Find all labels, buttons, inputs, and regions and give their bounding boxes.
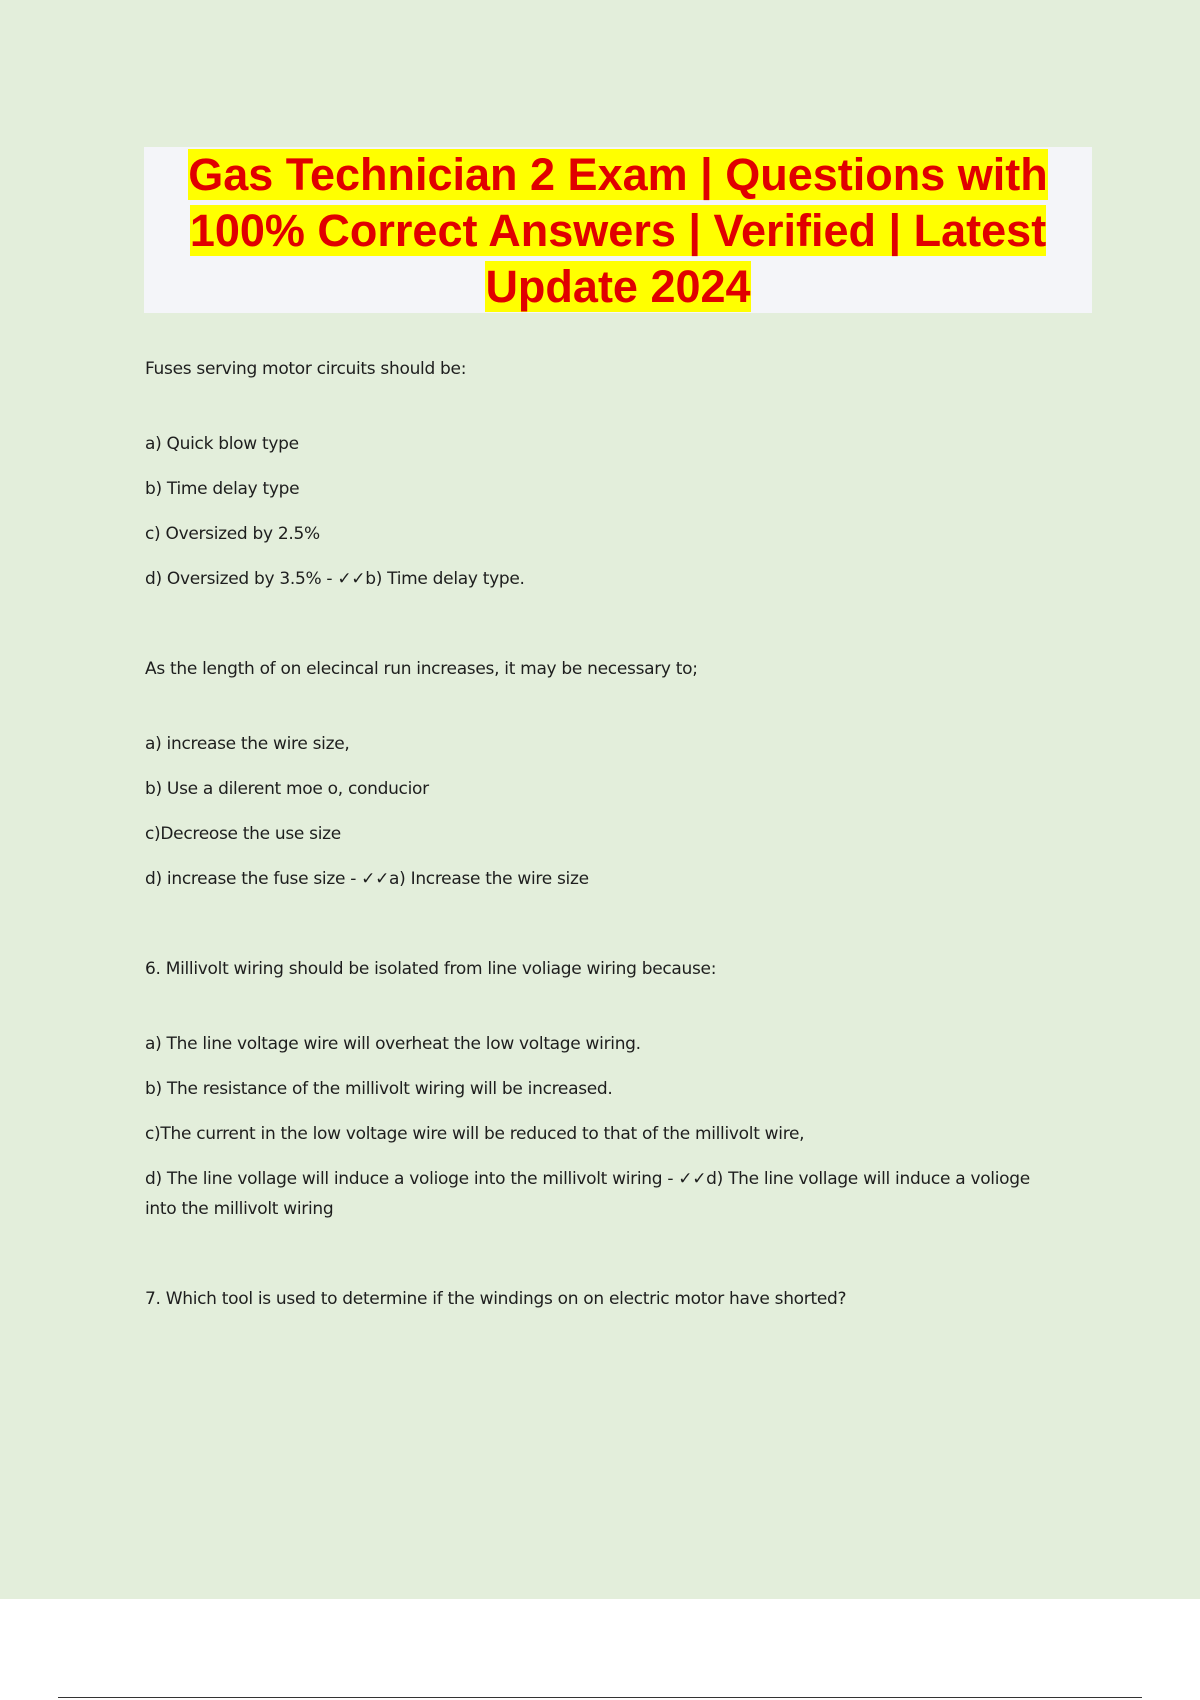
answer-option: c)Decreose the use size bbox=[145, 824, 341, 844]
question-block bbox=[145, 1284, 1065, 1314]
answer-option: b) The resistance of the millivolt wiring will be increased. bbox=[145, 1079, 613, 1099]
document-title bbox=[144, 147, 1092, 315]
answer-options bbox=[145, 1029, 1065, 1224]
answer-option: c)The current in the low voltage wire will be reduced to that of the millivolt wire, bbox=[145, 1124, 805, 1144]
answer-option-with-key: d) Oversized by 3.5% - ✓✓b) Time delay type. bbox=[145, 569, 525, 589]
footer-divider bbox=[58, 1697, 1142, 1698]
document-body bbox=[145, 354, 1065, 1314]
answer-option: a) Quick blow type bbox=[145, 434, 299, 454]
answer-options bbox=[145, 729, 1065, 894]
title-highlight: Gas Technician 2 Exam | Questions with 100% Correct Answers | Verified | Latest Update 2024 bbox=[188, 149, 1048, 312]
question-block bbox=[145, 354, 1065, 594]
answer-option: c) Oversized by 2.5% bbox=[145, 524, 320, 544]
answer-option: b) Time delay type bbox=[145, 479, 300, 499]
question-block bbox=[145, 654, 1065, 894]
answer-options bbox=[145, 429, 1065, 594]
answer-option: b) Use a dilerent moe o, conducior bbox=[145, 779, 429, 799]
question-text: As the length of on elecincal run increases, it may be necessary to; bbox=[145, 659, 698, 679]
question-text: 6. Millivolt wiring should be isolated from line voliage wiring because: bbox=[145, 959, 717, 979]
title-banner bbox=[144, 147, 1092, 313]
answer-option: a) The line voltage wire will overheat the low voltage wiring. bbox=[145, 1034, 641, 1054]
question-text: Fuses serving motor circuits should be: bbox=[145, 359, 467, 379]
question-text: 7. Which tool is used to determine if the windings on on electric motor have shorted? bbox=[145, 1289, 847, 1309]
answer-option-with-key: d) increase the fuse size - ✓✓a) Increase the wire size bbox=[145, 869, 589, 889]
answer-option-with-key: d) The line vollage will induce a volioge into the millivolt wiring - ✓✓d) The line vollage will induce a volioge into the millivolt wiring bbox=[145, 1169, 1030, 1219]
answer-option: a) increase the wire size, bbox=[145, 734, 350, 754]
question-block bbox=[145, 954, 1065, 1224]
